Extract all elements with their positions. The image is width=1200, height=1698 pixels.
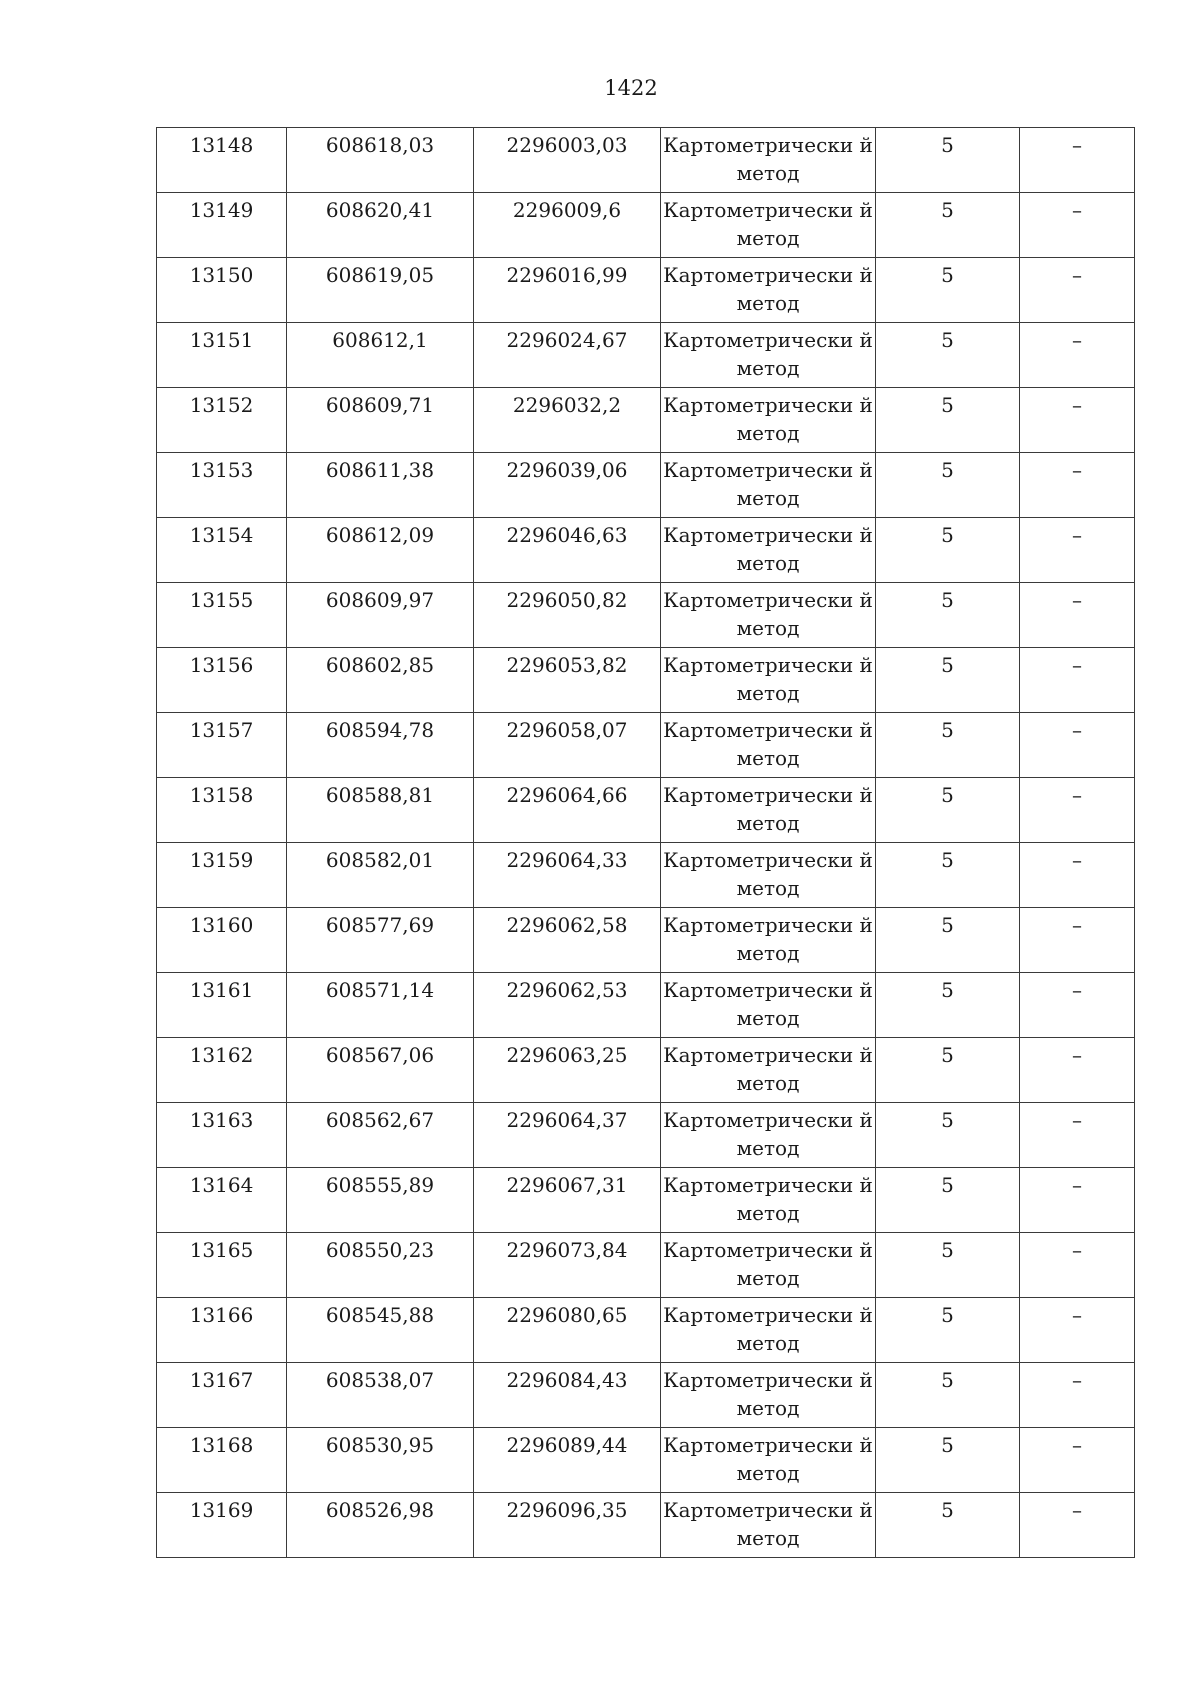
y-coordinate-cell: 2296062,58 — [474, 908, 661, 973]
y-coordinate-cell: 2296024,67 — [474, 323, 661, 388]
method-cell: Картометрически й метод — [661, 323, 876, 388]
method-cell: Картометрически й метод — [661, 778, 876, 843]
x-coordinate-cell: 608618,03 — [287, 128, 474, 193]
y-coordinate-cell: 2296053,82 — [474, 648, 661, 713]
point-number-cell: 13160 — [157, 908, 287, 973]
method-cell: Картометрически й метод — [661, 973, 876, 1038]
accuracy-cell: 5 — [876, 778, 1020, 843]
table-row — [157, 1428, 1135, 1493]
table-row — [157, 1233, 1135, 1298]
method-cell: Картометрически й метод — [661, 908, 876, 973]
note-cell: – — [1020, 1363, 1135, 1428]
method-cell: Картометрически й метод — [661, 128, 876, 193]
accuracy-cell: 5 — [876, 258, 1020, 323]
y-coordinate-cell: 2296064,66 — [474, 778, 661, 843]
table-row — [157, 1493, 1135, 1558]
method-cell: Картометрически й метод — [661, 453, 876, 518]
page-number: 1422 — [604, 76, 658, 100]
accuracy-cell: 5 — [876, 1103, 1020, 1168]
method-cell: Картометрически й метод — [661, 1103, 876, 1168]
method-cell: Картометрически й метод — [661, 648, 876, 713]
x-coordinate-cell: 608555,89 — [287, 1168, 474, 1233]
note-cell: – — [1020, 323, 1135, 388]
x-coordinate-cell: 608594,78 — [287, 713, 474, 778]
x-coordinate-cell: 608526,98 — [287, 1493, 474, 1558]
accuracy-cell: 5 — [876, 453, 1020, 518]
table-row — [157, 323, 1135, 388]
point-number-cell: 13162 — [157, 1038, 287, 1103]
x-coordinate-cell: 608577,69 — [287, 908, 474, 973]
note-cell: – — [1020, 1168, 1135, 1233]
x-coordinate-cell: 608602,85 — [287, 648, 474, 713]
point-number-cell: 13158 — [157, 778, 287, 843]
table-row — [157, 128, 1135, 193]
point-number-cell: 13159 — [157, 843, 287, 908]
y-coordinate-cell: 2296016,99 — [474, 258, 661, 323]
accuracy-cell: 5 — [876, 583, 1020, 648]
point-number-cell: 13151 — [157, 323, 287, 388]
method-cell: Картометрически й метод — [661, 1168, 876, 1233]
note-cell: – — [1020, 648, 1135, 713]
method-cell: Картометрически й метод — [661, 388, 876, 453]
x-coordinate-cell: 608567,06 — [287, 1038, 474, 1103]
y-coordinate-cell: 2296050,82 — [474, 583, 661, 648]
coordinates-table — [156, 127, 1135, 1558]
point-number-cell: 13152 — [157, 388, 287, 453]
note-cell: – — [1020, 908, 1135, 973]
method-cell: Картометрически й метод — [661, 1363, 876, 1428]
y-coordinate-cell: 2296064,33 — [474, 843, 661, 908]
y-coordinate-cell: 2296003,03 — [474, 128, 661, 193]
table-row — [157, 1298, 1135, 1363]
x-coordinate-cell: 608588,81 — [287, 778, 474, 843]
accuracy-cell: 5 — [876, 1168, 1020, 1233]
table-row — [157, 1103, 1135, 1168]
point-number-cell: 13163 — [157, 1103, 287, 1168]
note-cell: – — [1020, 1493, 1135, 1558]
accuracy-cell: 5 — [876, 1233, 1020, 1298]
accuracy-cell: 5 — [876, 388, 1020, 453]
point-number-cell: 13149 — [157, 193, 287, 258]
x-coordinate-cell: 608562,67 — [287, 1103, 474, 1168]
accuracy-cell: 5 — [876, 843, 1020, 908]
table-body — [157, 128, 1135, 1558]
note-cell: – — [1020, 388, 1135, 453]
point-number-cell: 13155 — [157, 583, 287, 648]
table-row — [157, 258, 1135, 323]
x-coordinate-cell: 608538,07 — [287, 1363, 474, 1428]
x-coordinate-cell: 608530,95 — [287, 1428, 474, 1493]
point-number-cell: 13165 — [157, 1233, 287, 1298]
point-number-cell: 13161 — [157, 973, 287, 1038]
note-cell: – — [1020, 713, 1135, 778]
note-cell: – — [1020, 258, 1135, 323]
table-row — [157, 713, 1135, 778]
note-cell: – — [1020, 518, 1135, 583]
point-number-cell: 13166 — [157, 1298, 287, 1363]
table-row — [157, 453, 1135, 518]
y-coordinate-cell: 2296046,63 — [474, 518, 661, 583]
table-row — [157, 1363, 1135, 1428]
x-coordinate-cell: 608609,97 — [287, 583, 474, 648]
table-row — [157, 518, 1135, 583]
accuracy-cell: 5 — [876, 648, 1020, 713]
accuracy-cell: 5 — [876, 973, 1020, 1038]
y-coordinate-cell: 2296089,44 — [474, 1428, 661, 1493]
table-row — [157, 1038, 1135, 1103]
note-cell: – — [1020, 128, 1135, 193]
note-cell: – — [1020, 843, 1135, 908]
method-cell: Картометрически й метод — [661, 193, 876, 258]
method-cell: Картометрически й метод — [661, 1233, 876, 1298]
note-cell: – — [1020, 583, 1135, 648]
y-coordinate-cell: 2296064,37 — [474, 1103, 661, 1168]
y-coordinate-cell: 2296032,2 — [474, 388, 661, 453]
method-cell: Картометрически й метод — [661, 1038, 876, 1103]
x-coordinate-cell: 608620,41 — [287, 193, 474, 258]
table-row — [157, 193, 1135, 258]
note-cell: – — [1020, 973, 1135, 1038]
y-coordinate-cell: 2296062,53 — [474, 973, 661, 1038]
table-row — [157, 778, 1135, 843]
y-coordinate-cell: 2296009,6 — [474, 193, 661, 258]
accuracy-cell: 5 — [876, 908, 1020, 973]
note-cell: – — [1020, 1428, 1135, 1493]
point-number-cell: 13156 — [157, 648, 287, 713]
method-cell: Картометрически й метод — [661, 518, 876, 583]
accuracy-cell: 5 — [876, 713, 1020, 778]
point-number-cell: 13157 — [157, 713, 287, 778]
table-row — [157, 388, 1135, 453]
x-coordinate-cell: 608612,1 — [287, 323, 474, 388]
accuracy-cell: 5 — [876, 1493, 1020, 1558]
x-coordinate-cell: 608545,88 — [287, 1298, 474, 1363]
method-cell: Картометрически й метод — [661, 1298, 876, 1363]
accuracy-cell: 5 — [876, 128, 1020, 193]
point-number-cell: 13150 — [157, 258, 287, 323]
accuracy-cell: 5 — [876, 1298, 1020, 1363]
y-coordinate-cell: 2296073,84 — [474, 1233, 661, 1298]
point-number-cell: 13154 — [157, 518, 287, 583]
point-number-cell: 13164 — [157, 1168, 287, 1233]
point-number-cell: 13153 — [157, 453, 287, 518]
note-cell: – — [1020, 1298, 1135, 1363]
accuracy-cell: 5 — [876, 193, 1020, 258]
accuracy-cell: 5 — [876, 1363, 1020, 1428]
table-row — [157, 583, 1135, 648]
y-coordinate-cell: 2296063,25 — [474, 1038, 661, 1103]
table-row — [157, 1168, 1135, 1233]
note-cell: – — [1020, 1233, 1135, 1298]
method-cell: Картометрически й метод — [661, 258, 876, 323]
note-cell: – — [1020, 193, 1135, 258]
accuracy-cell: 5 — [876, 1038, 1020, 1103]
accuracy-cell: 5 — [876, 518, 1020, 583]
note-cell: – — [1020, 1038, 1135, 1103]
note-cell: – — [1020, 453, 1135, 518]
x-coordinate-cell: 608571,14 — [287, 973, 474, 1038]
point-number-cell: 13169 — [157, 1493, 287, 1558]
method-cell: Картометрически й метод — [661, 583, 876, 648]
method-cell: Картометрически й метод — [661, 1493, 876, 1558]
accuracy-cell: 5 — [876, 1428, 1020, 1493]
table-row — [157, 648, 1135, 713]
x-coordinate-cell: 608550,23 — [287, 1233, 474, 1298]
x-coordinate-cell: 608582,01 — [287, 843, 474, 908]
x-coordinate-cell: 608609,71 — [287, 388, 474, 453]
point-number-cell: 13167 — [157, 1363, 287, 1428]
table-row — [157, 843, 1135, 908]
y-coordinate-cell: 2296080,65 — [474, 1298, 661, 1363]
note-cell: – — [1020, 1103, 1135, 1168]
method-cell: Картометрически й метод — [661, 843, 876, 908]
y-coordinate-cell: 2296096,35 — [474, 1493, 661, 1558]
note-cell: – — [1020, 778, 1135, 843]
accuracy-cell: 5 — [876, 323, 1020, 388]
x-coordinate-cell: 608612,09 — [287, 518, 474, 583]
y-coordinate-cell: 2296084,43 — [474, 1363, 661, 1428]
y-coordinate-cell: 2296067,31 — [474, 1168, 661, 1233]
x-coordinate-cell: 608611,38 — [287, 453, 474, 518]
table-row — [157, 908, 1135, 973]
table-row — [157, 973, 1135, 1038]
point-number-cell: 13168 — [157, 1428, 287, 1493]
x-coordinate-cell: 608619,05 — [287, 258, 474, 323]
method-cell: Картометрически й метод — [661, 713, 876, 778]
y-coordinate-cell: 2296058,07 — [474, 713, 661, 778]
point-number-cell: 13148 — [157, 128, 287, 193]
y-coordinate-cell: 2296039,06 — [474, 453, 661, 518]
method-cell: Картометрически й метод — [661, 1428, 876, 1493]
